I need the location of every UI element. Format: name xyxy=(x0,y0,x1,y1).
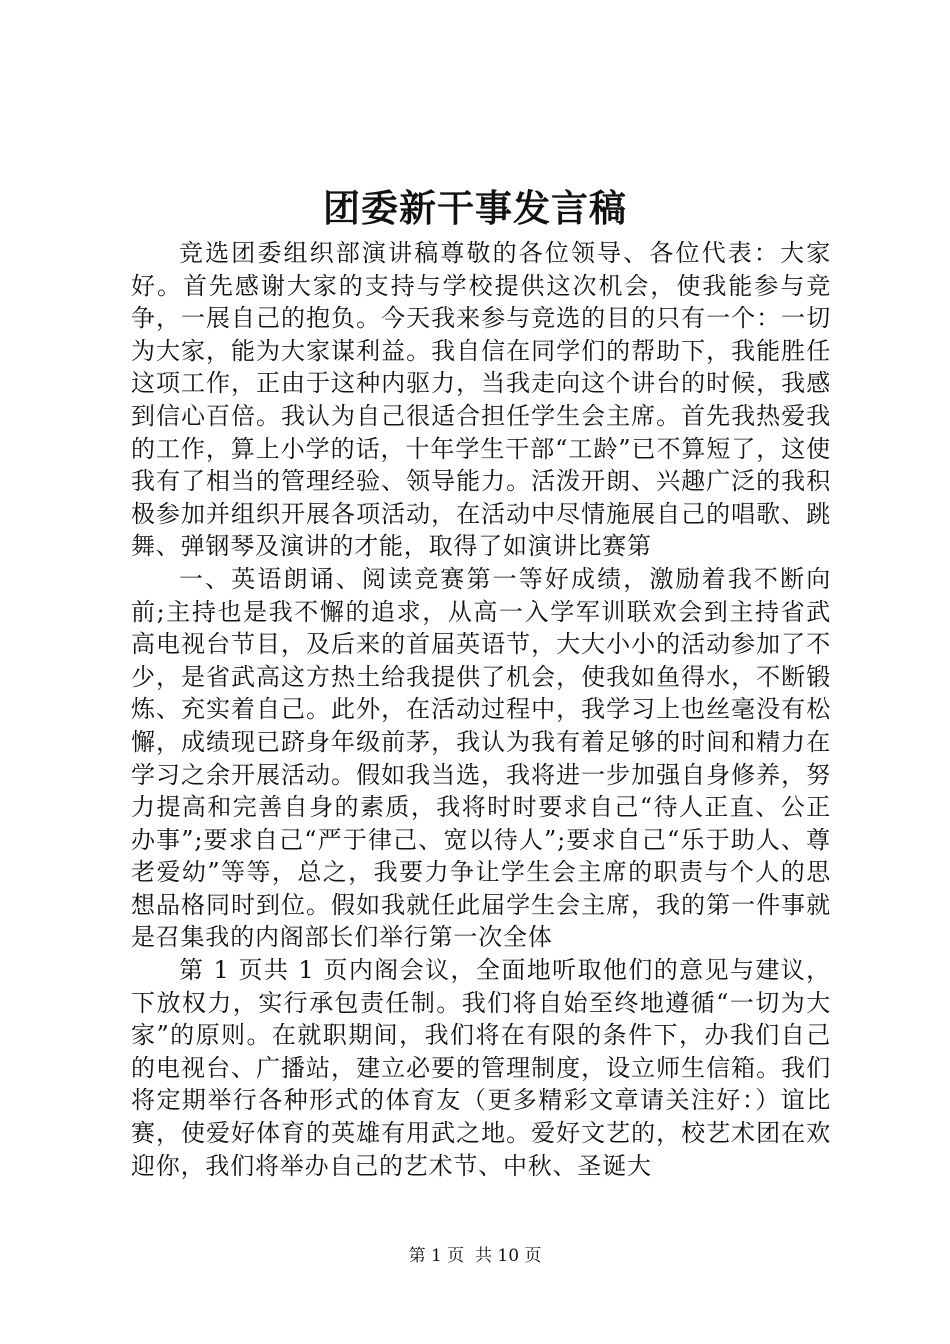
page-footer xyxy=(0,1244,950,1268)
paragraph-1: 竞选团委组织部演讲稿尊敬的各位领导、各位代表：大家好。首先感谢大家的支持与学校提供这次机会，使我能参与竞争，一展自己的抱负。今天我来参与竞选的目的只有一个：一切为大家，能为大家谋利益。我自信在同学们的帮助下，我能胜任这项工作，正由于这种内驱力，当我走向这个讲台的时候，我感到信心百倍。我认为自己很适合担任学生会主席。首先我热爱我的工作，算上小学的话，十年学生干部“工龄”已不算短了，这使我有了相当的管理经验、领导能力。活泼开朗、兴趣广泛的我积极参加并组织开展各项活动，在活动中尽情施展自己的唱歌、跳舞、弹钢琴及演讲的才能，取得了如演讲比赛第 xyxy=(131,239,831,561)
paragraph-2: 一、英语朗诵、阅读竞赛第一等好成绩，激励着我不断向前;主持也是我不懈的追求，从高一入学军训联欢会到主持省武高电视台节目，及后来的首届英语节，大大小小的活动参加了不少，是省武高这方热土给我提供了机会，使我如鱼得水，不断锻炼、充实着自己。此外，在活动过程中，我学习上也丝毫没有松懈，成绩现已跻身年级前茅，我认为我有着足够的时间和精力在学习之余开展活动。假如我当选，我将进一步加强自身修养，努力提高和完善自身的素质，我将时时要求自己“待人正直、公正办事”;要求自己“严于律己、宽以待人”;要求自己“乐于助人、尊老爱幼”等等，总之，我要力争让学生会主席的职责与个人的思想品格同时到位。假如我就任此届学生会主席，我的第一件事就是召集我的内阁部长们举行第一次全体 xyxy=(131,564,831,952)
page-number-label: 第 1 页 共 10 页 xyxy=(408,1246,542,1266)
paragraph-3: 第 1 页共 1 页内阁会议，全面地听取他们的意见与建议，下放权力，实行承包责任制。我们将自始至终地遵循“一切为大家”的原则。在就职期间，我们将在有限的条件下，办我们自己的电视台、广播站，建立必要的管理制度，设立师生信箱。我们将定期举行各种形式的体育友（更多精彩文章请关注好：）谊比赛，使爱好体育的英雄有用武之地。爱好文艺的，校艺术团在欢迎你，我们将举办自己的艺术节、中秋、圣诞大 xyxy=(131,956,831,1180)
document-body xyxy=(131,237,831,1182)
document-title: 团委新干事发言稿 xyxy=(323,186,627,230)
